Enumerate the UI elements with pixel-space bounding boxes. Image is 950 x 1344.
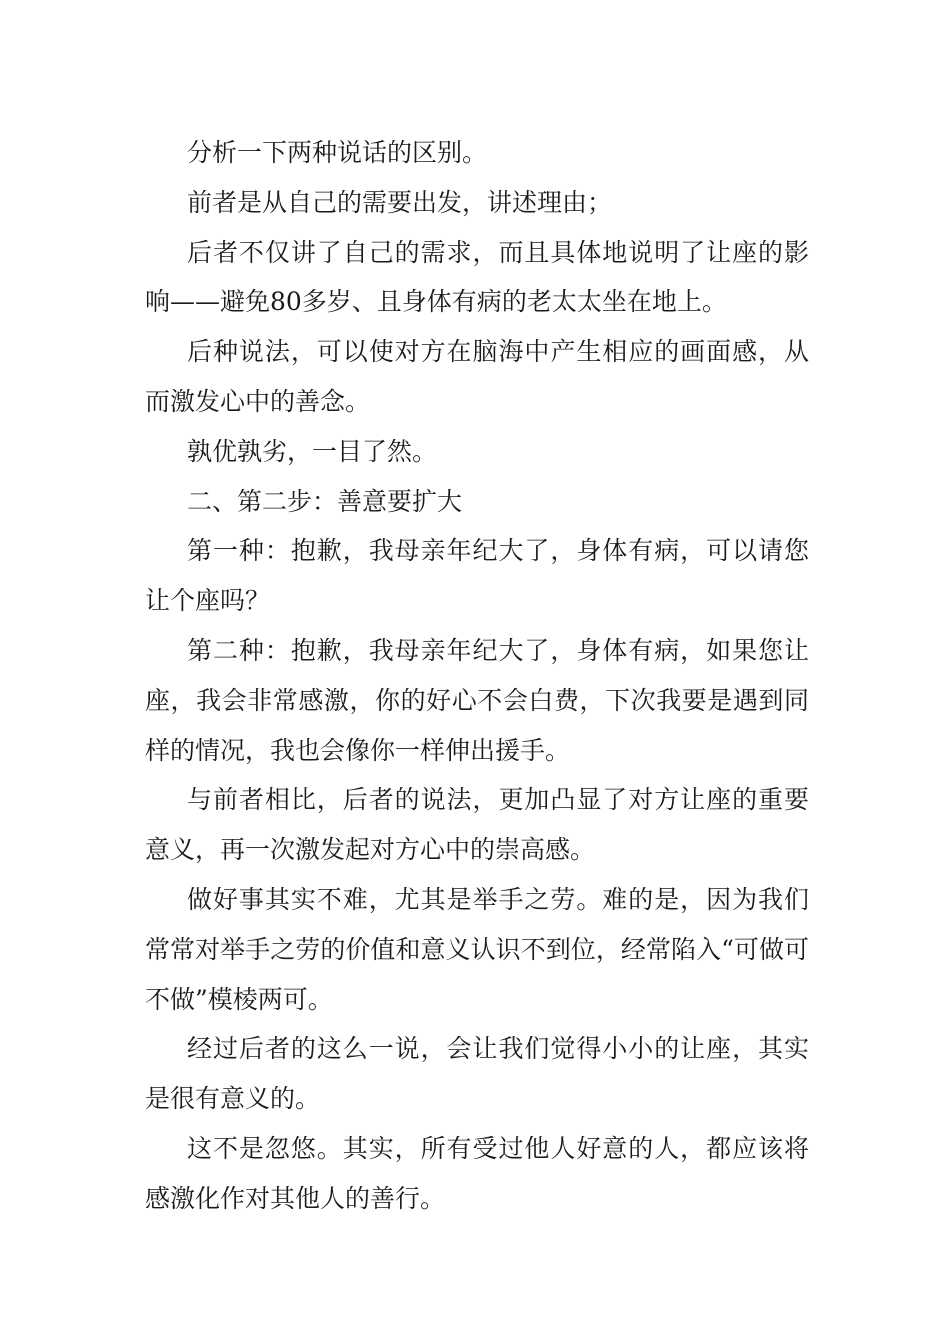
document-page xyxy=(145,128,809,1224)
paragraph: 孰优孰劣，一目了然。 xyxy=(187,436,438,466)
paragraph: 第二种：抱歉，我母亲年纪大了，身体有病，如果您让座，我会非常感激，你的好心不会白费，下次我要是遇到同样的情况，我也会像你一样伸出援手。 xyxy=(145,635,809,765)
section-heading: 二、第二步：善意要扩大 xyxy=(187,486,463,516)
paragraph: 后者不仅讲了自己的需求，而且具体地说明了让座的影响——避免80多岁、且身体有病的老太太坐在地上。 xyxy=(145,237,809,317)
paragraph: 经过后者的这么一说，会让我们觉得小小的让座，其实是很有意义的。 xyxy=(145,1034,809,1114)
paragraph: 前者是从自己的需要出发，讲述理由； xyxy=(187,187,613,217)
paragraph: 这不是忽悠。其实，所有受过他人好意的人，都应该将感激化作对其他人的善行。 xyxy=(145,1133,809,1213)
paragraph: 与前者相比，后者的说法，更加凸显了对方让座的重要意义，再一次激发起对方心中的崇高感。 xyxy=(145,785,809,865)
paragraph: 后种说法，可以使对方在脑海中产生相应的画面感，从而激发心中的善念。 xyxy=(145,337,809,416)
paragraph: 第一种：抱歉，我母亲年纪大了，身体有病，可以请您让个座吗？ xyxy=(145,536,809,616)
paragraph: 分析一下两种说话的区别。 xyxy=(187,138,488,167)
paragraph: 做好事其实不难，尤其是举手之劳。难的是，因为我们常常对举手之劳的价值和意义认识不到位，经常陷入“可做可不做”模棱两可。 xyxy=(145,884,809,1014)
